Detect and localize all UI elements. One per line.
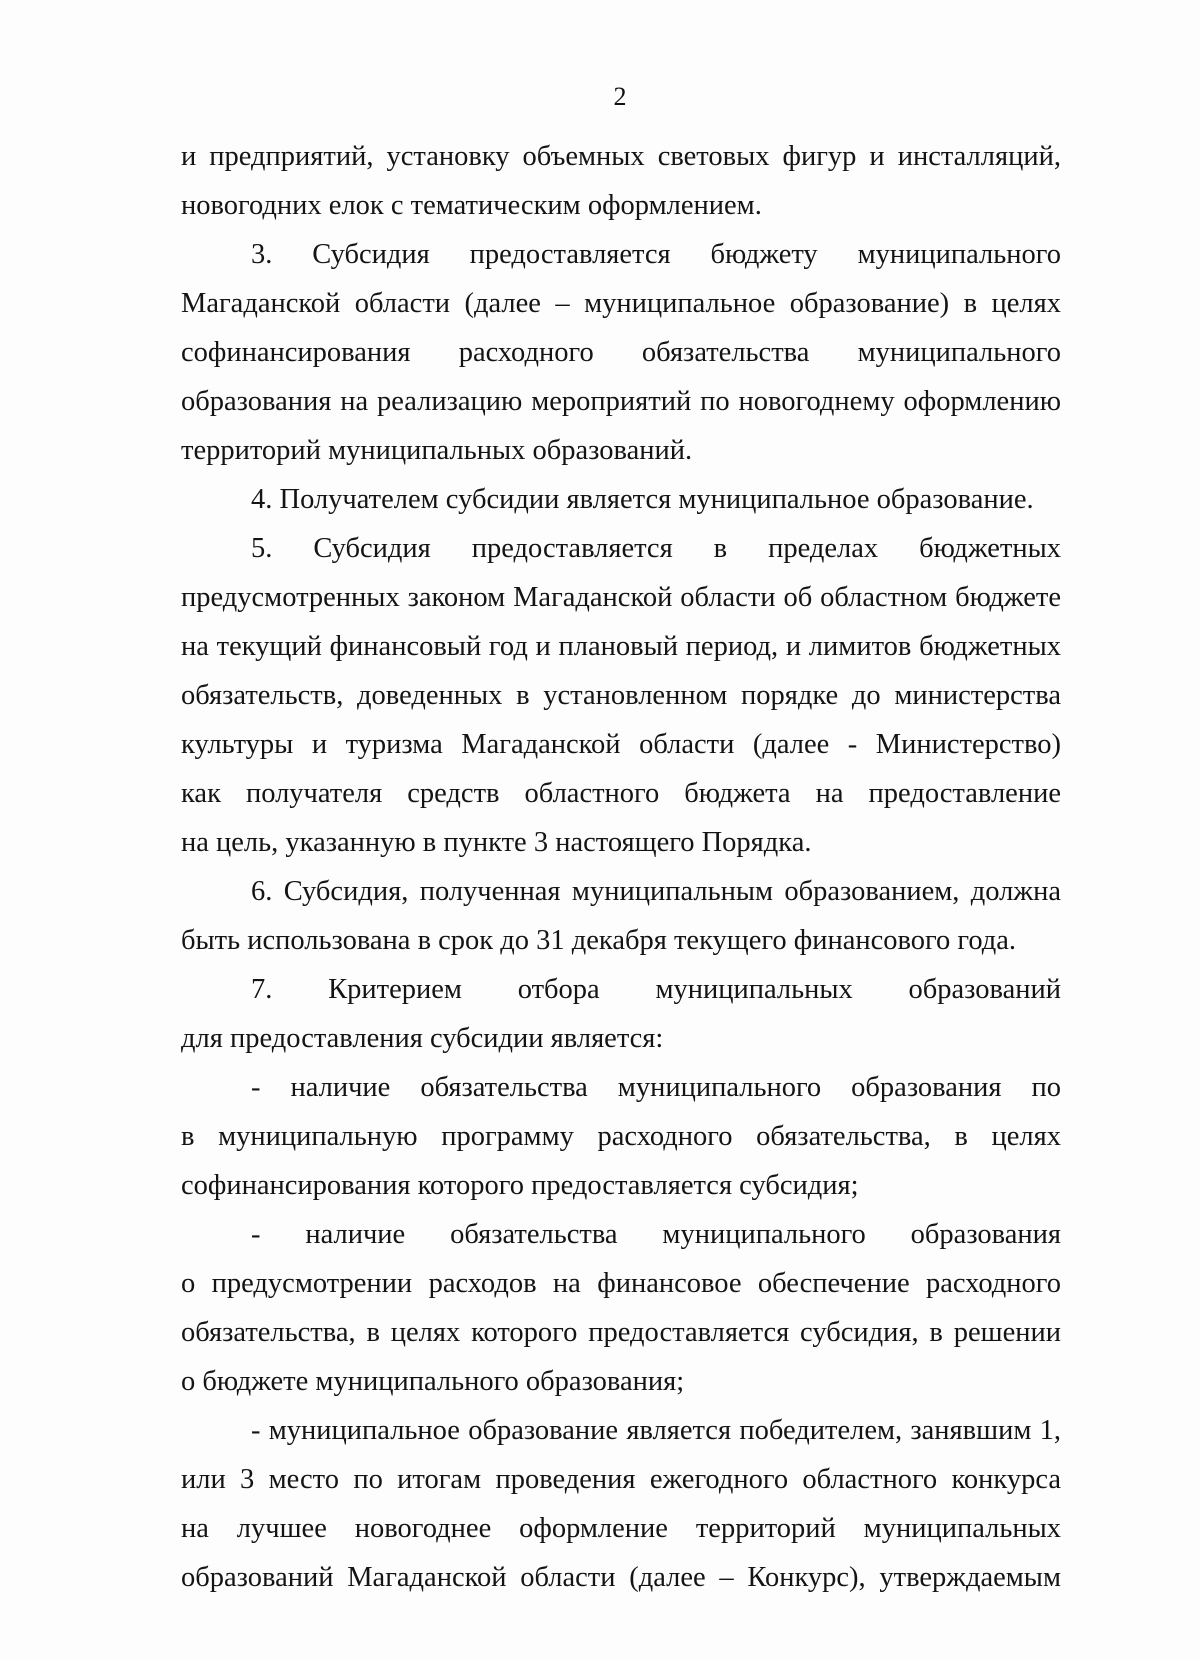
text-line: на лучшее новогоднее оформление территорий муниципальных: [181, 1513, 1061, 1544]
text-line: предусмотренных законом Магаданской области об областном бюджете: [181, 582, 1061, 613]
text-line: 6. Субсидия, полученная муниципальным образованием, должна: [251, 876, 1061, 907]
text-line: 5. Субсидия предоставляется в пределах бюджетных: [251, 533, 1061, 564]
text-line: 4. Получателем субсидии является муниципальное образование.: [251, 484, 1034, 515]
text-line: обязательств, доведенных в установленном порядке до министерства: [181, 680, 1061, 711]
text-line: быть использована в срок до 31 декабря текущего финансового года.: [181, 925, 1017, 956]
text-line: 3. Субсидия предоставляется бюджету муниципального: [251, 239, 1061, 270]
text-line: для предоставления субсидии является:: [181, 1023, 664, 1054]
text-line: обязательства, в целях которого предоставляется субсидия, в решении: [181, 1317, 1061, 1348]
text-line: - муниципальное образование является победителем, занявшим 1,: [251, 1415, 1061, 1446]
text-line: софинансирования которого предоставляется субсидия;: [181, 1170, 859, 1201]
text-line: 7. Критерием отбора муниципальных образований: [251, 974, 1061, 1005]
text-line: на цель, указанную в пункте 3 настоящего Порядка.: [181, 827, 812, 858]
text-line: софинансирования расходного обязательства муниципального: [181, 337, 1061, 368]
text-line: Магаданской области (далее – муниципальное образование) в целях: [181, 288, 1061, 319]
document-body: [181, 132, 1061, 1602]
text-line: - наличие обязательства муниципального образования по: [251, 1072, 1061, 1103]
text-line: образований Магаданской области (далее – Конкурс), утверждаемым: [181, 1562, 1061, 1593]
text-line: территорий муниципальных образований.: [181, 435, 693, 466]
text-line: на текущий финансовый год и плановый период, и лимитов бюджетных: [181, 631, 1061, 662]
text-line: образования на реализацию мероприятий по новогоднему оформлению: [181, 386, 1061, 417]
text-line: о предусмотрении расходов на финансовое обеспечение расходного: [181, 1268, 1061, 1299]
text-line: или 3 место по итогам проведения ежегодного областного конкурса: [181, 1464, 1061, 1495]
text-line: в муниципальную программу расходного обязательства, в целях: [181, 1121, 1061, 1152]
text-line: и предприятий, установку объемных световых фигур и инсталляций,: [181, 141, 1061, 172]
text-line: о бюджете муниципального образования;: [181, 1366, 685, 1397]
text-line: культуры и туризма Магаданской области (далее - Министерство): [181, 729, 1061, 760]
page-number: 2: [613, 82, 627, 111]
text-line: - наличие обязательства муниципального образования: [251, 1219, 1061, 1250]
text-line: новогодних елок с тематическим оформлением.: [181, 190, 762, 221]
text-line: как получателя средств областного бюджета на предоставление: [181, 778, 1061, 809]
